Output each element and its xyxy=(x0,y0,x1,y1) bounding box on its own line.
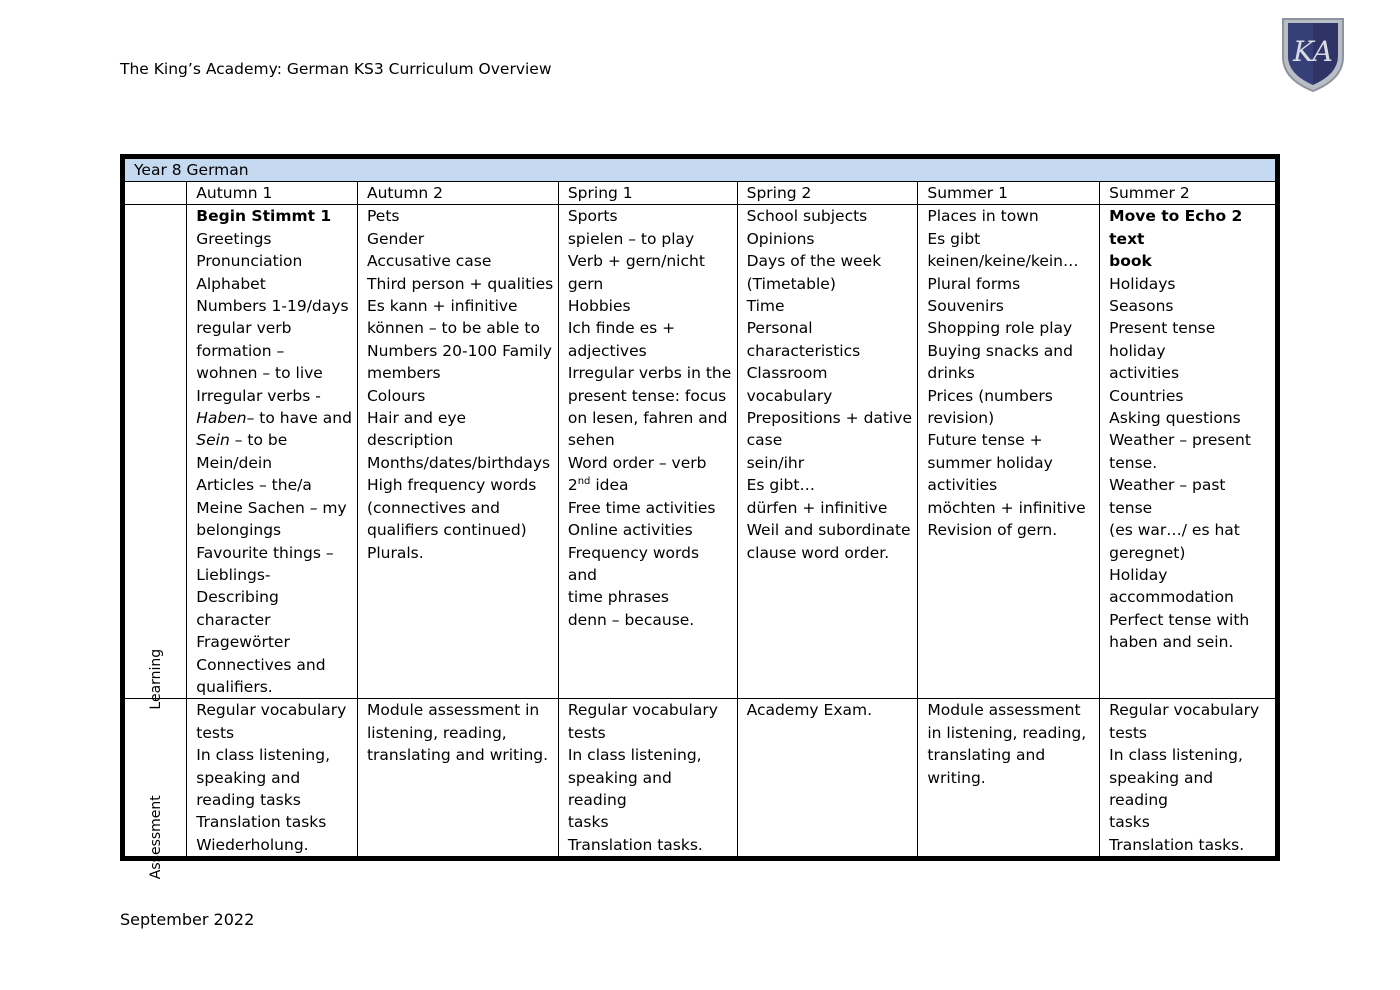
academy-crest-icon xyxy=(1279,13,1347,93)
page-title: The King’s Academy: German KS3 Curriculum Overview xyxy=(120,60,552,78)
assessment-spring2: Academy Exam. xyxy=(737,699,918,859)
learning-spring1: Sports spielen – to play Verb + gern/nicht gern Hobbies Ich finde es + adjectives Irregular verbs in the present tense: focus on lesen, fahren and sehen Word order – verb 2nd idea Free time activities Online activities Frequency words and time phrases denn – because. xyxy=(558,205,737,699)
col-header-spring2: Spring 2 xyxy=(737,182,918,205)
assessment-summer2: Regular vocabulary tests In class listening, speaking and reading tasks Translation tasks. xyxy=(1100,699,1278,859)
row-label-assessment: Assessment xyxy=(123,699,187,859)
assessment-autumn1: Regular vocabulary tests In class listening, speaking and reading tasks Translation tasks Wiederholung. xyxy=(187,699,358,859)
crest-monogram: KA xyxy=(1292,35,1334,68)
year-title: Year 8 German xyxy=(123,157,1278,182)
corner-cell xyxy=(123,182,187,205)
learning-autumn1: Begin Stimmt 1 Greetings Pronunciation Alphabet Numbers 1-19/days regular verb formation – wohnen – to live Irregular verbs - Haben– to have and Sein – to be Mein/dein Articles – the/a Meine Sachen – my belongings Favourite things – Lieblings- Describing character Fragewörter Connectives and qualifiers. xyxy=(187,205,358,699)
footer-date: September 2022 xyxy=(120,910,255,929)
col-header-autumn1: Autumn 1 xyxy=(187,182,358,205)
learning-spring2: School subjects Opinions Days of the week (Timetable) Time Personal characteristics Classroom vocabulary Prepositions + dative case sein/ihr Es gibt… dürfen + infinitive Weil and subordinate clause word order. xyxy=(737,205,918,699)
learning-summer2: Move to Echo 2 text book Holidays Seasons Present tense holiday activities Countries Asking questions Weather – present tense. Weather – past tense (es war…/ es hat geregnet) Holiday accommodation Perfect tense with haben and sein. xyxy=(1100,205,1278,699)
col-header-spring1: Spring 1 xyxy=(558,182,737,205)
col-header-autumn2: Autumn 2 xyxy=(357,182,558,205)
col-header-summer1: Summer 1 xyxy=(918,182,1100,205)
col-header-summer2: Summer 2 xyxy=(1100,182,1278,205)
assessment-autumn2: Module assessment in listening, reading, translating and writing. xyxy=(357,699,558,859)
assessment-spring1: Regular vocabulary tests In class listening, speaking and reading tasks Translation tasks. xyxy=(558,699,737,859)
assessment-summer1: Module assessment in listening, reading, translating and writing. xyxy=(918,699,1100,859)
learning-summer1: Places in town Es gibt keinen/keine/kein… Plural forms Souvenirs Shopping role play Buying snacks and drinks Prices (numbers revision) Future tense + summer holiday activities möchten + infinitive Revision of gern. xyxy=(918,205,1100,699)
row-label-learning: Learning xyxy=(123,205,187,699)
curriculum-table xyxy=(120,154,1280,879)
learning-autumn2: Pets Gender Accusative case Third person + qualities Es kann + infinitive können – to be able to Numbers 20-100 Family members Colours Hair and eye description Months/dates/birthdays High frequency words (connectives and qualifiers continued) Plurals. xyxy=(357,205,558,699)
